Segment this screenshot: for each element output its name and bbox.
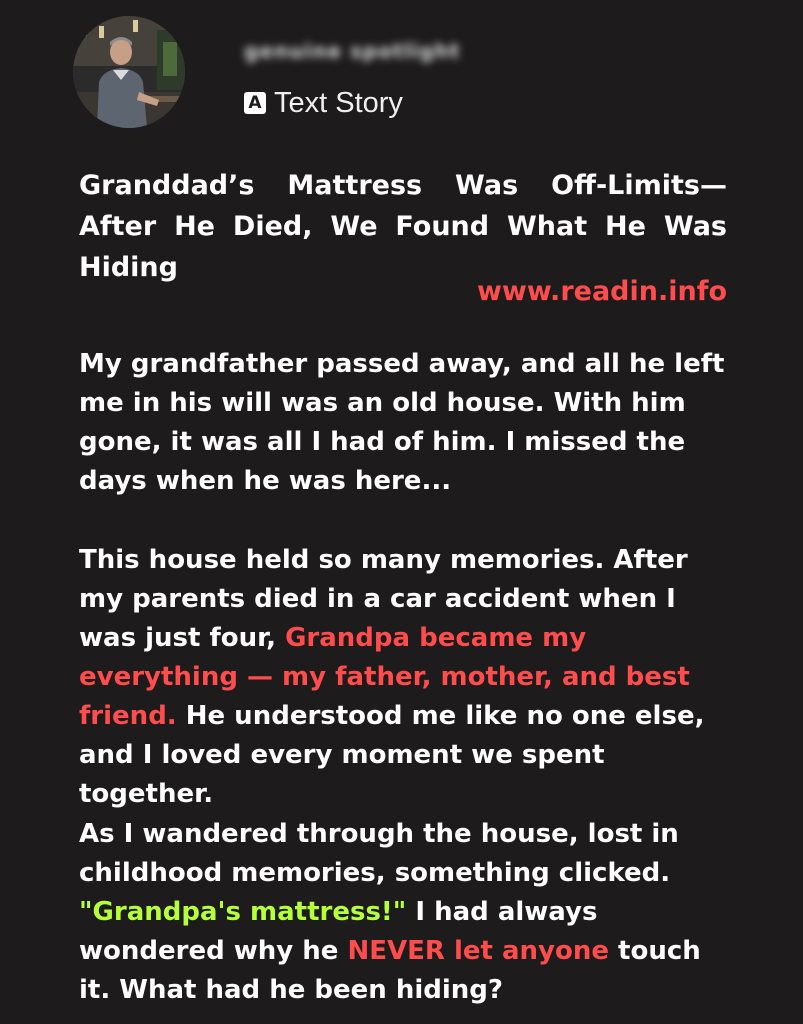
paragraph-1: My grandfather passed away, and all he left me in his will was an old house. With him gone, it was all I had of him. I missed the days when he was here...: [79, 349, 725, 496]
paragraph-3-middle: I had always wondered why he: [79, 897, 598, 966]
avatar-photo: [73, 16, 185, 128]
website-link[interactable]: www.readin.info: [476, 276, 727, 307]
paragraph-2-text: This house held so many memories. After my parents died in a car accident when I was just four,: [79, 545, 688, 653]
paragraph-3-quote: "Grandpa's mattress!": [79, 897, 407, 927]
paragraph-2: [79, 541, 739, 814]
username[interactable]: genuine spotlight: [244, 39, 461, 63]
paragraph-3-end: touch it. What had he been hiding?: [79, 936, 701, 1005]
paragraph-3-highlight: NEVER let anyone: [347, 936, 609, 966]
paragraph-3: [79, 815, 739, 1010]
story-type: [244, 86, 403, 120]
paragraph-3-text: As I wandered through the house, lost in childhood memories, something clicked.: [79, 819, 679, 888]
story-type-label: Text Story: [274, 86, 403, 119]
paragraph-2-end: He understood me like no one else, and I loved every moment we spent together.: [79, 701, 705, 809]
post-title: Granddad’s Mattress Was Off-Limits—After He Died, We Found What He Was Hiding: [79, 170, 727, 283]
avatar[interactable]: [73, 16, 185, 128]
text-story-icon: A: [244, 92, 266, 114]
paragraph-2-highlight: Grandpa became my everything — my father, mother, and best friend.: [79, 623, 690, 731]
